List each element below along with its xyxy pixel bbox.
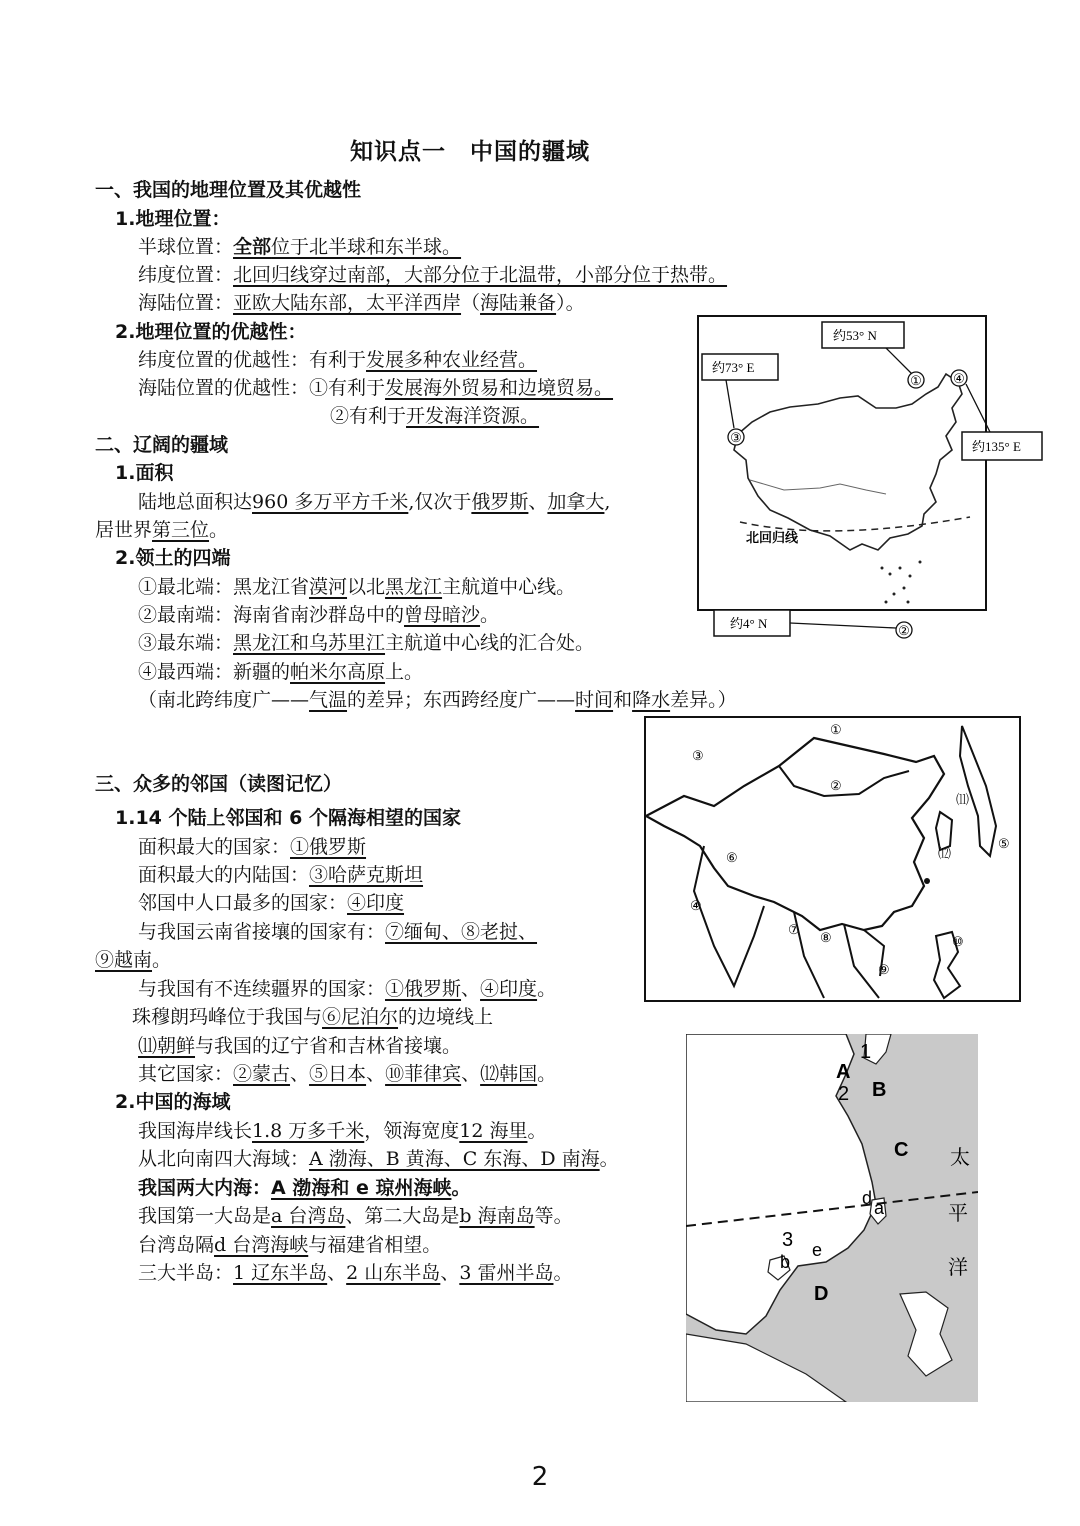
section-2-heading: 二、辽阔的疆域 (95, 434, 229, 456)
coastline-line: 我国海岸线长1.8 万多千米，领海宽度12 海里。 (138, 1120, 547, 1142)
label-b: b (780, 1252, 791, 1272)
label-B: B (872, 1079, 887, 1101)
largest-landlocked-line: 面积最大的内陆国：③哈萨克斯坦 (138, 864, 424, 886)
label-3: 3 (782, 1229, 794, 1251)
label-135e: 约135° E (972, 439, 1021, 454)
section-3-sub-2: 2.中国的海域 (115, 1091, 231, 1113)
neighbors-map (644, 716, 1022, 1004)
label-1: 1 (860, 1041, 872, 1063)
label-9: ⑨ (878, 962, 890, 977)
label-11: ⑾ (956, 792, 970, 807)
label-5: ⑤ (998, 836, 1010, 851)
label-53n: 约53° N (833, 328, 877, 343)
page-number: 2 (531, 1462, 549, 1492)
section-3-sub-1: 1.14 个陆上邻国和 6 个隔海相望的国家 (115, 807, 461, 829)
label-A: A (836, 1061, 851, 1083)
south-extreme-line: ②最南端：海南省南沙群岛中的曾母暗沙。 (138, 604, 500, 626)
area-line-2: 居世界第三位。 (95, 519, 229, 541)
sea-advantage-line-2: ②有利于开发海洋资源。 (330, 405, 540, 427)
seas-map (686, 1034, 978, 1402)
label-8: ⑧ (820, 930, 832, 945)
label-4n: 约4° N (730, 616, 768, 631)
label-6: ⑥ (726, 850, 738, 865)
marker-south-label: ② (898, 623, 910, 638)
everest-line: 珠穆朗玛峰位于我国与⑥尼泊尔的边境线上 (132, 1006, 494, 1028)
marker-east-label: ④ (953, 371, 965, 386)
section-2-sub-1: 1.面积 (115, 462, 174, 484)
label-4: ④ (690, 898, 702, 913)
sea-advantage-line-1: 海陆位置的优越性：①有利于发展海外贸易和边境贸易。 (138, 377, 614, 399)
yunnan-neighbors-line-2: ⑨越南。 (95, 949, 172, 971)
hemisphere-line: 半球位置：全部位于北半球和东半球。 (138, 236, 462, 258)
north-korea-line: ⑾朝鲜与我国的辽宁省和吉林省接壤。 (138, 1035, 462, 1057)
taiwan-island (924, 878, 930, 884)
section-1-heading: 一、我国的地理位置及其优越性 (95, 179, 362, 201)
label-D: D (814, 1283, 829, 1305)
taiwan-strait-line: 台湾岛隔d 台湾海峡与福建省相望。 (138, 1234, 442, 1256)
label-3: ③ (692, 748, 704, 763)
marker-west-label: ③ (730, 430, 742, 445)
peninsulas-line: 三大半岛：1 辽东半岛、2 山东半岛、3 雷州半岛。 (138, 1262, 573, 1284)
north-extreme-line: ①最北端：黑龙江省漠河以北黑龙江主航道中心线。 (138, 576, 576, 598)
islands-line: 我国第一大岛是a 台湾岛、第二大岛是b 海南岛等。 (138, 1205, 573, 1227)
label-2: ② (830, 778, 842, 793)
four-seas-line: 从北向南四大海域：A 渤海、B 黄海、C 东海、D 南海。 (138, 1148, 619, 1170)
area-line-1: 陆地总面积达960 多万平方千米,仅次于俄罗斯、加拿大, (138, 491, 611, 513)
label-ping: 平 (948, 1201, 968, 1225)
label-yang: 洋 (948, 1255, 968, 1279)
label-73e: 约73° E (712, 360, 755, 375)
label-10: ⑩ (952, 934, 964, 949)
east-extreme-line: ③最东端：黑龙江和乌苏里江主航道中心线的汇合处。 (138, 632, 595, 654)
label-d: d (862, 1188, 873, 1208)
china-extremes-map (690, 312, 1050, 642)
other-countries-line: 其它国家：②蒙古、⑤日本、⑩菲律宾、⑿韩国。 (138, 1063, 557, 1085)
section-1-sub-1: 1.地理位置： (115, 208, 231, 230)
west-extreme-line: ④最西端：新疆的帕米尔高原上。 (138, 661, 424, 683)
latitude-advantage-line: 纬度位置的优越性：有利于发展多种农业经营。 (138, 349, 538, 371)
inland-seas-line: 我国两大内海：A 渤海和 e 琼州海峡。 (138, 1177, 471, 1199)
largest-country-line: 面积最大的国家：①俄罗斯 (138, 836, 367, 858)
label-12: ⑿ (938, 846, 952, 861)
page-title: 知识点一 中国的疆域 (350, 139, 590, 165)
label-e: e (812, 1240, 823, 1260)
yunnan-neighbors-line: 与我国云南省接壤的国家有：⑦缅甸、⑧老挝、 (138, 921, 538, 943)
latitude-line: 纬度位置：北回归线穿过南部，大部分位于北温带，小部分位于热带。 (138, 264, 728, 286)
label-7: ⑦ (788, 922, 800, 937)
marker-north-label: ① (910, 373, 922, 388)
section-2-sub-2: 2.领土的四端 (115, 547, 231, 569)
section-1-sub-2: 2.地理位置的优越性： (115, 321, 307, 343)
label-a: a (874, 1198, 885, 1218)
discontinuous-border-line: 与我国有不连续疆界的国家：①俄罗斯、④印度。 (138, 978, 557, 1000)
label-2: 2 (838, 1083, 850, 1105)
label-1: ① (830, 722, 842, 737)
tropic-label: 北回归线 (746, 530, 799, 545)
section-3-heading: 三、众多的邻国（读图记忆） (95, 773, 343, 795)
label-C: C (894, 1139, 909, 1161)
land-sea-line: 海陆位置：亚欧大陆东部，太平洋西岸（海陆兼备）。 (138, 292, 585, 314)
most-populous-line: 邻国中人口最多的国家：④印度 (138, 892, 405, 914)
span-note-line: （南北跨纬度广——气温的差异；东西跨经度广——时间和降水差异。） (138, 689, 737, 711)
label-tai: 太 (950, 1145, 970, 1169)
